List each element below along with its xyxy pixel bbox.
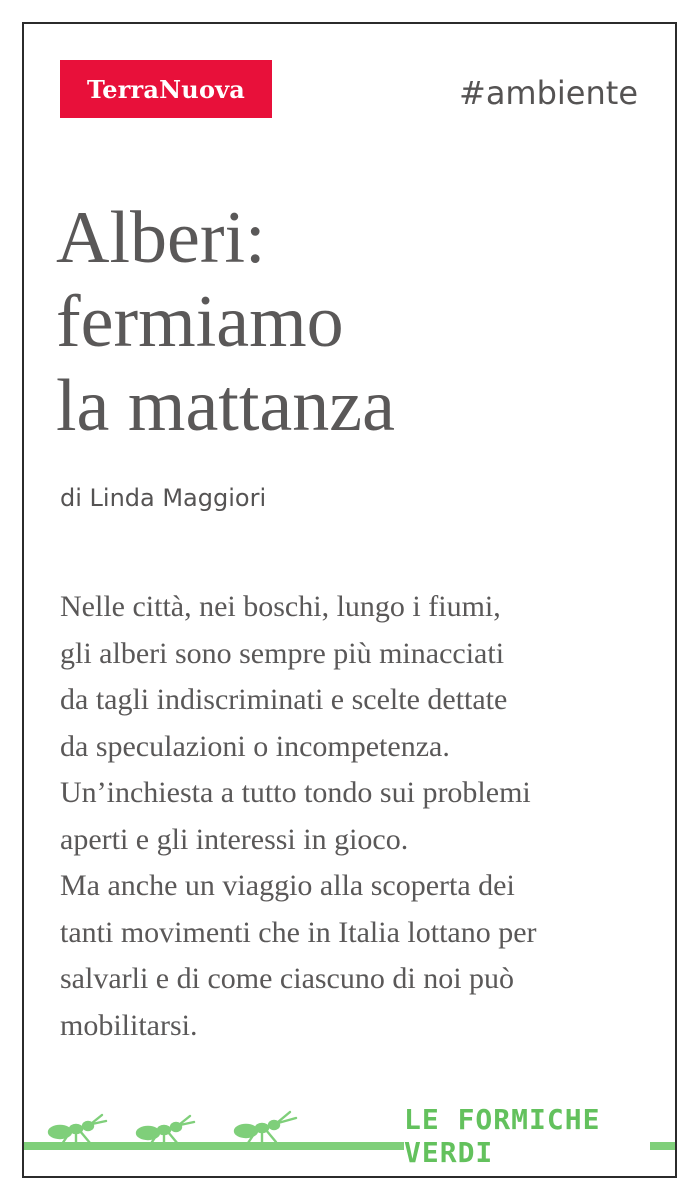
- category-hashtag[interactable]: #ambiente: [459, 74, 638, 112]
- ant-icon: [235, 1112, 296, 1143]
- summary-line: tanti movimenti che in Italia lottano per: [60, 915, 537, 949]
- summary-line: aperti e gli interessi in gioco.: [60, 822, 409, 856]
- summary-line: Nelle città, nei boschi, lungo i fiumi,: [60, 590, 501, 623]
- summary-line: Ma anche un viaggio alla scoperta dei: [60, 869, 515, 902]
- summary-line: gli alberi sono sempre più minacciati: [60, 636, 505, 670]
- title-line: fermiamo: [56, 281, 344, 363]
- logo-text: TerraNuova: [86, 74, 246, 104]
- ant-icon: [49, 1115, 106, 1144]
- summary-line: da speculazioni o incompetenza.: [60, 729, 450, 763]
- summary-line: salvarli e di come ciascuno di noi può: [60, 962, 515, 995]
- summary-line: mobilitarsi.: [60, 1008, 198, 1042]
- series-label[interactable]: LE FORMICHE VERDI: [404, 1116, 650, 1156]
- article-title: [56, 196, 616, 448]
- ant-icon: [137, 1116, 194, 1145]
- title-line: la mattanza: [56, 365, 395, 447]
- article-summary: [60, 584, 660, 1049]
- summary-line: Un’inchiesta a tutto tondo sui problemi: [60, 776, 531, 809]
- ants-decoration: [40, 1106, 310, 1150]
- summary-line: da tagli indiscriminati e scelte dettate: [60, 683, 508, 716]
- title-line: Alberi:: [56, 197, 266, 279]
- author-byline: di Linda Maggiori: [60, 484, 267, 512]
- terranuova-logo[interactable]: [60, 60, 272, 118]
